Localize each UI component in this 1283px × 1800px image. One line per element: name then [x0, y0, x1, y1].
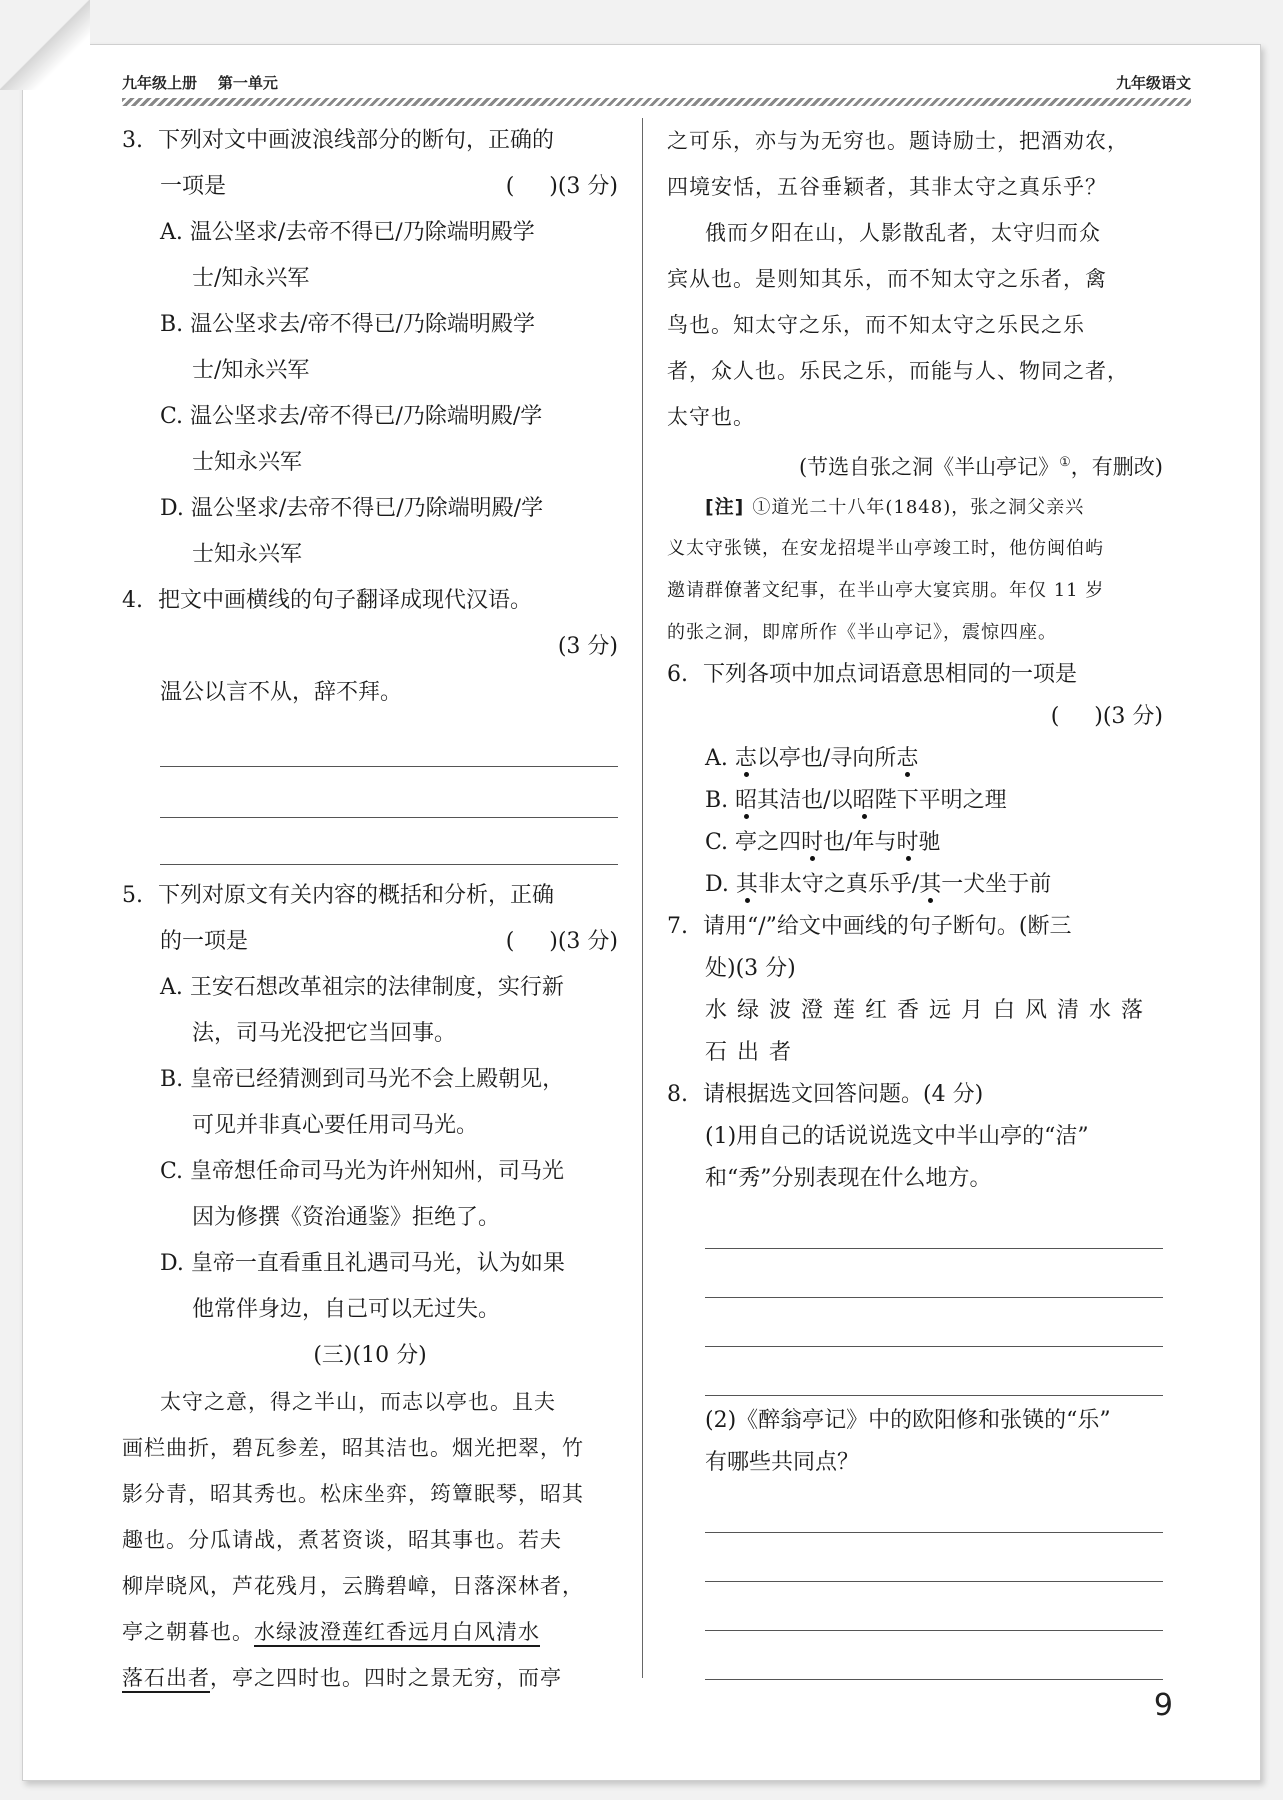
q5-option-b-line1: B. 皇帝已经猜测到司马光不会上殿朝见， — [160, 1067, 565, 1092]
q6-option-d-p3: 一犬坐于前 — [941, 872, 1052, 897]
q8-sub2-answer-line-3[interactable] — [705, 1582, 1163, 1631]
q5-option-a-line2: 法，司马光没把它当回事。 — [192, 1021, 457, 1046]
q3-option-c-line1: C. 温公坚求去/帝不得已/乃除端明殿/学 — [160, 404, 543, 429]
q3-option-a-line2: 士/知永兴军 — [192, 266, 310, 291]
q4-answer-line-2[interactable] — [160, 767, 618, 818]
q6-option-b-label: B. — [705, 788, 736, 813]
q6-option-a-dotted-1: 志 — [734, 746, 757, 771]
passage-right — [667, 118, 1163, 440]
q4-sentence: 温公以言不从，辞不拜。 — [160, 680, 403, 705]
q6-number: 6. — [667, 662, 688, 687]
q5-option-c-line2: 因为修撰《资治通鉴》拒绝了。 — [192, 1205, 501, 1230]
q8-sub1-answer-line-2[interactable] — [705, 1249, 1163, 1298]
q8-sub2-line1: (2)《醉翁亭记》中的欧阳修和张锳的“乐” — [705, 1408, 1111, 1433]
q8-sub1-line2: 和“秀”分别表现在什么地方。 — [705, 1166, 992, 1191]
q3-option-b-line2: 士/知永兴军 — [192, 358, 310, 383]
column-divider — [642, 118, 643, 1678]
question-6 — [667, 654, 1163, 906]
q6-option-d-label: D. — [705, 872, 736, 897]
q8-sub1-line1: (1)用自己的话说说选文中半山亭的“洁” — [705, 1124, 1089, 1149]
q6-option-c-p2: 也/年与 — [823, 830, 897, 855]
q3-stem-1: 下列对文中画波浪线部分的断句，正确的 — [158, 128, 555, 153]
q6-option-c-dotted-1: 时 — [801, 830, 824, 855]
q5-option-c[interactable] — [122, 1149, 618, 1195]
q8-sub1-answer-line-3[interactable] — [705, 1298, 1163, 1347]
question-3 — [122, 118, 618, 578]
q3-stem-2: 一项是 — [160, 174, 227, 199]
source-text-end: ，有删改) — [1070, 455, 1163, 479]
q3-option-d-line1: D. 温公坚求/去帝不得已/乃除端明殿/学 — [160, 496, 544, 521]
q6-option-b-p2: 其洁也/以 — [757, 788, 853, 813]
q3-score: ( )(3 分) — [505, 174, 618, 199]
q5-option-a[interactable] — [122, 965, 618, 1011]
q3-option-a[interactable] — [122, 210, 618, 256]
q6-option-c-p1: 亭之四 — [735, 830, 802, 855]
q4-score: (3 分) — [557, 634, 618, 659]
passage-left-line-7b: ，亭之四时也。四时之景无穷，而亭 — [210, 1666, 562, 1690]
source-footnote-mark: ① — [1059, 455, 1071, 470]
passage-right-line-3: 俄而夕阳在山，人影散乱者，太守归而众 — [705, 221, 1101, 245]
q8-sub1-answer-line-1[interactable] — [705, 1200, 1163, 1249]
passage-underlined-sentence-part1: 水绿波澄莲红香远月白风清水 — [254, 1620, 540, 1644]
footnote-line-1: ①道光二十八年(1848)，张之洞父亲兴 — [752, 497, 1085, 518]
passage-underlined-sentence-part2: 落石出者 — [122, 1666, 210, 1690]
q3-option-c[interactable] — [122, 394, 618, 440]
q6-option-b-p3: 陛下平明之理 — [874, 788, 1007, 813]
q5-option-c-line1: C. 皇帝想任命司马光为许州知州，司马光 — [160, 1159, 565, 1184]
q5-option-d[interactable] — [122, 1241, 618, 1287]
q6-option-c-p3: 驰 — [918, 830, 941, 855]
q5-stem-1: 下列对原文有关内容的概括和分析，正确 — [158, 883, 555, 908]
q4-answer-line-3[interactable] — [160, 818, 618, 865]
header-right: 九年级语文 — [1115, 74, 1191, 92]
passage-right-line-4: 宾从也。是则知其乐，而不知太守之乐者，禽 — [667, 267, 1107, 291]
q8-sub1-answer-line-4[interactable] — [705, 1347, 1163, 1396]
q8-number: 8. — [667, 1082, 688, 1107]
passage-left — [122, 1379, 618, 1701]
footnote-line-2: 义太守张锳，在安龙招堤半山亭竣工时，他仿闽伯屿 — [667, 538, 1104, 559]
passage-left-line-1: 太守之意，得之半山，而志以亭也。且夫 — [160, 1390, 556, 1414]
passage-left-line-6a: 亭之朝暮也。 — [122, 1620, 254, 1644]
q6-option-b-dotted-2: 昭 — [852, 788, 875, 813]
q6-score: ( )(3 分) — [1050, 704, 1163, 729]
question-5 — [122, 873, 618, 1333]
q6-option-c[interactable] — [667, 822, 1163, 864]
q3-option-a-line1: A. 温公坚求/去帝不得已/乃除端明殿学 — [160, 220, 535, 245]
footnote-label: [注] — [705, 496, 745, 518]
q8-sub2-answer-line-1[interactable] — [705, 1484, 1163, 1533]
q4-answer-line-1[interactable] — [160, 716, 618, 767]
q6-option-a-p2: 以亭也/寻向所 — [756, 746, 897, 771]
q5-score: ( )(3 分) — [505, 929, 618, 954]
q4-number: 4. — [122, 588, 143, 613]
q6-option-a-dotted-2: 志 — [896, 746, 919, 771]
footnote — [667, 486, 1163, 654]
q8-sub2-answer-line-4[interactable] — [705, 1631, 1163, 1680]
q6-option-b-dotted-1: 昭 — [735, 788, 758, 813]
q8-stem: 请根据选文回答问题。(4 分) — [703, 1082, 984, 1107]
q5-number: 5. — [122, 883, 143, 908]
q6-option-a-label: A. — [705, 746, 735, 771]
q3-option-d-line2: 士知永兴军 — [192, 542, 303, 567]
passage-left-line-5: 柳岸晓风，芦花残月，云腾碧嶂，日落深林者， — [122, 1574, 584, 1598]
passage-right-line-5: 鸟也。知太守之乐，而不知太守之乐民之乐 — [667, 313, 1085, 337]
q6-option-d-dotted-1: 其 — [735, 872, 758, 897]
page-fold-corner — [0, 0, 90, 90]
passage-right-line-7: 太守也。 — [667, 405, 755, 429]
footnote-line-3: 邀请群僚著文纪事，在半山亭大宴宾朋。年仅 11 岁 — [667, 580, 1105, 601]
q5-stem-2: 的一项是 — [160, 929, 249, 954]
q7-text-2: 石出者 — [705, 1040, 802, 1065]
q5-option-a-line1: A. 王安石想改革祖宗的法律制度，实行新 — [160, 975, 564, 1000]
q7-stem-2: 处)(3 分) — [705, 956, 796, 981]
q7-number: 7. — [667, 914, 688, 939]
passage-source — [667, 440, 1163, 486]
passage-right-line-6: 者，众人也。乐民之乐，而能与人、物同之者， — [667, 359, 1129, 383]
q3-option-c-line2: 士知永兴军 — [192, 450, 303, 475]
right-column — [667, 118, 1163, 1680]
left-column — [122, 118, 618, 1701]
q5-option-d-line2: 他常伴身边，自己可以无过失。 — [192, 1297, 501, 1322]
q3-option-b[interactable] — [122, 302, 618, 348]
q7-stem-1: 请用“/”给文中画线的句子断句。(断三 — [703, 914, 1072, 939]
page-number: 9 — [1153, 1688, 1173, 1723]
question-8 — [667, 1074, 1163, 1680]
q6-option-a[interactable] — [667, 738, 1163, 780]
header-left: 九年级上册 第一单元 — [122, 74, 278, 92]
q5-option-d-line1: D. 皇帝一直看重且礼遇司马光，认为如果 — [160, 1251, 565, 1276]
q6-option-d-p2: 非太守之真乐乎/ — [757, 872, 920, 897]
passage-right-line-1: 之可乐，亦与为无穷也。题诗励士，把酒劝农， — [667, 129, 1129, 153]
header-stripe — [122, 98, 1191, 106]
q5-option-b[interactable] — [122, 1057, 618, 1103]
q7-text-1: 水绿波澄莲红香远月白风清水落 — [705, 998, 1154, 1023]
q6-option-d-dotted-2: 其 — [919, 872, 942, 897]
passage-left-line-2: 画栏曲折，碧瓦参差，昭其洁也。烟光把翠，竹 — [122, 1436, 584, 1460]
q3-option-d[interactable] — [122, 486, 618, 532]
q3-number: 3. — [122, 128, 143, 153]
passage-left-line-3: 影分青，昭其秀也。松床坐弈，筠簟眠琴，昭其 — [122, 1482, 584, 1506]
q6-stem: 下列各项中加点词语意思相同的一项是 — [703, 662, 1078, 687]
q6-option-c-label: C. — [705, 830, 736, 855]
passage-right-line-2: 四境安恬，五谷垂颖者，其非太守之真乐乎？ — [667, 175, 1107, 199]
q3-option-b-line1: B. 温公坚求去/帝不得已/乃除端明殿学 — [160, 312, 535, 337]
passage-left-line-4: 趣也。分瓜请战，煮茗资谈，昭其事也。若夫 — [122, 1528, 562, 1552]
q4-stem: 把文中画横线的句子翻译成现代汉语。 — [158, 588, 533, 613]
q6-option-b[interactable] — [667, 780, 1163, 822]
question-7 — [667, 906, 1163, 1074]
q6-option-c-dotted-2: 时 — [896, 830, 919, 855]
section-title: (三)(10 分) — [313, 1343, 427, 1368]
q6-option-d[interactable] — [667, 864, 1163, 906]
q5-option-b-line2: 可见并非真心要任用司马光。 — [192, 1113, 479, 1138]
question-4 — [122, 578, 618, 865]
q8-sub2-line2: 有哪些共同点？ — [705, 1450, 860, 1475]
q8-sub2-answer-line-2[interactable] — [705, 1533, 1163, 1582]
source-text: (节选自张之洞《半山亭记》 — [798, 455, 1060, 479]
footnote-line-4: 的张之洞，即席所作《半山亭记》，震惊四座。 — [667, 622, 1057, 643]
